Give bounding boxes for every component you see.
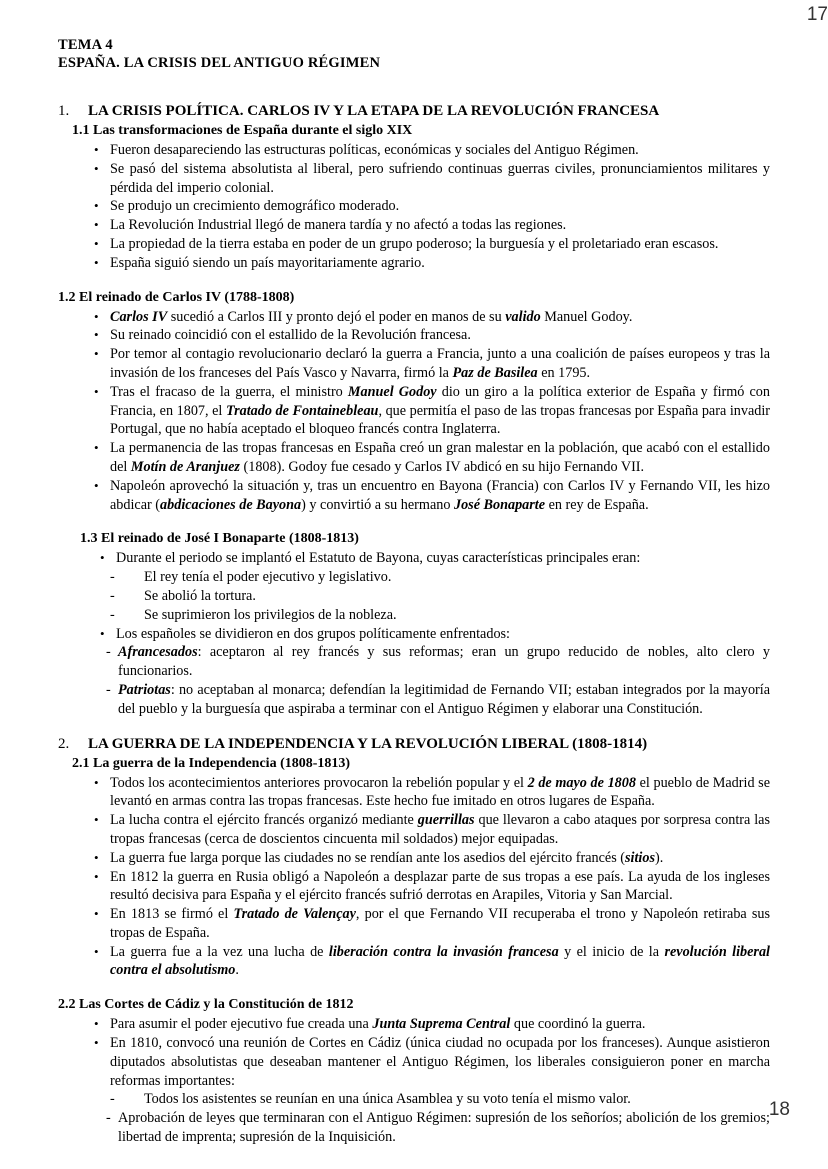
subsection-1-3-second-bullet [58,625,770,644]
list-item: • Su reinado coincidió con el estallido de la Revolución francesa. [94,326,770,345]
list-item: • La Revolución Industrial llegó de manera tardía y no afectó a todas las regiones. [94,216,770,235]
list-item: • Se produjo un crecimiento demográfico moderado. [94,197,770,216]
list-item: • La guerra fue a la vez una lucha de liberación contra la invasión francesa y el inicio de la revolución liberal contra el absolutismo. [94,943,770,981]
subsection-2-1 [58,755,770,981]
list-item: - Se abolió la tortura. [110,587,770,606]
list-item: • La lucha contra el ejército francés organizó mediante guerrillas que llevaron a cabo ataques por sorpresa contra las tropas francesas (cerca de doscientos cincuenta mil soldados) mejor equipadas. [94,811,770,849]
list-item: - Se suprimieron los privilegios de la nobleza. [110,606,770,625]
document-content [58,36,770,1163]
section-2-title: LA GUERRA DE LA INDEPENDENCIA Y LA REVOLUCIÓN LIBERAL (1808-1814) [88,735,648,752]
list-item: • En 1810, convocó una reunión de Cortes en Cádiz (única ciudad no ocupada por los franceses). Aunque asistieron diputados absolutistas que deseaban mantener el Antiguo Régimen, los liberales consiguieron poner en marcha reformas importantes: [94,1034,770,1090]
list-item: • Fueron desapareciendo las estructuras políticas, económicas y sociales del Antiguo Régimen. [94,141,770,160]
section-2-heading [58,735,770,754]
subsection-2-2-heading: 2.2 Las Cortes de Cádiz y la Constitución de 1812 [58,997,354,1013]
list-item: • Para asumir el poder ejecutivo fue creada una Junta Suprema Central que coordinó la guerra. [94,1015,770,1034]
list-item: - El rey tenía el poder ejecutivo y legislativo. [110,568,770,587]
list-item: • La propiedad de la tierra estaba en poder de un grupo poderoso; la burguesía y el proletariado eran escasos. [94,235,770,254]
list-item: • La guerra fue larga porque las ciudades no se rendían ante los asedios del ejército francés (sitios). [94,849,770,868]
list-item: • En 1813 se firmó el Tratado de Valençay, por el que Fernando VII recuperaba el trono y Napoleón retiraba sus tropas de España. [94,905,770,943]
list-item: • Todos los acontecimientos anteriores provocaron la rebelión popular y el 2 de mayo de 1808 el pueblo de Madrid se levantó en armas contra las tropas francesas. Este hecho fue imitado en otros lugares de España. [94,774,770,812]
subsection-1-3-groups [58,643,770,718]
subsection-2-2 [58,996,770,1147]
page-number-bottom: 18 [768,1099,790,1120]
subsection-1-1-bullets [58,141,770,273]
section-1-title: LA CRISIS POLÍTICA. CARLOS IV Y LA ETAPA DE LA REVOLUCIÓN FRANCESA [88,103,660,119]
list-item: • Los españoles se dividieron en dos grupos políticamente enfrentados: [100,625,770,644]
subsection-1-3-heading: 1.3 El reinado de José I Bonaparte (1808-1813) [80,531,359,547]
document-header [58,36,770,72]
list-item: - Patriotas: no aceptaban al monarca; defendían la legitimidad de Fernando VII; estaban integrados por la mayoría del pueblo y la burguesía que aspiraba a terminar con el Antiguo Régimen y elaborar una Constitución. [106,681,770,719]
list-item: • En 1812 la guerra en Rusia obligó a Napoleón a desplazar parte de sus tropas a ese país. La ayuda de los ingleses resultó decisiva para España y el ejército francés sufrió derrotas en Arapiles, Vitoria y San Marcial. [94,868,770,906]
list-item: - Todos los asistentes se reunían en una única Asamblea y su voto tenía el mismo valor. [110,1090,770,1109]
section-1-number: 1. [58,103,70,119]
list-item: • Napoleón aprovechó la situación y, tras un encuentro en Bayona (Francia) con Carlos IV y Fernando VII, les hizo abdicar (abdicaciones de Bayona) y convirtió a su hermano José Bonaparte en rey de España. [94,477,770,515]
section-2-number: 2. [58,735,70,752]
subsection-1-2 [58,289,770,515]
list-item: • España siguió siendo un país mayoritariamente agrario. [94,254,770,273]
page-number-top: 17 [806,4,828,25]
list-item: • Carlos IV sucedió a Carlos III y pronto dejó el poder en manos de su valido Manuel Godoy. [94,308,770,327]
subsection-1-2-bullets [58,308,770,515]
list-item: - Afrancesados: aceptaron al rey francés y sus reformas; eran un grupo reducido de nobles, alto clero y funcionarios. [106,643,770,681]
list-item: • Se pasó del sistema absolutista al liberal, pero sufriendo continuas guerras civiles, pronunciamientos militares y pérdida del imperio colonial. [94,160,770,198]
subsection-2-1-bullets [58,774,770,981]
list-item: • Por temor al contagio revolucionario declaró la guerra a Francia, junto a una coalición de países europeos y tras la invasión de los franceses del País Vasco y Navarra, firmó la Paz de Basilea en 1795. [94,345,770,383]
subsection-1-1 [58,122,770,273]
list-item: • Durante el periodo se implantó el Estatuto de Bayona, cuyas características principales eran: [100,549,770,568]
subsection-1-2-heading: 1.2 El reinado de Carlos IV (1788-1808) [58,289,295,305]
tema-label: TEMA 4 [58,37,113,53]
section-1-heading [58,102,770,121]
document-title: ESPAÑA. LA CRISIS DEL ANTIGUO RÉGIMEN [58,55,381,71]
subsection-2-1-heading: 2.1 La guerra de la Independencia (1808-1813) [72,755,351,771]
subsection-1-1-heading: 1.1 Las transformaciones de España durante el siglo XIX [72,123,413,138]
subsection-1-3 [58,530,770,718]
list-item: • La permanencia de las tropas francesas en España creó un gran malestar en la población, que acabó con el estallido del Motín de Aranjuez (1808). Godoy fue cesado y Carlos IV abdicó en su hijo Fernando VII. [94,439,770,477]
subsection-1-3-dashes [58,568,770,624]
list-item: • Tras el fracaso de la guerra, el ministro Manuel Godoy dio un giro a la política exterior de España y firmó con Francia, en 1807, el Tratado de Fontainebleau, que permitía el paso de las tropas francesas por España para invadir Portugal, que no había aceptado el bloqueo francés contra Inglaterra. [94,383,770,439]
subsection-1-3-intro-bullet [58,549,770,568]
list-item: - Aprobación de leyes que terminaran con el Antiguo Régimen: supresión de los señoríos; abolición de los gremios; libertad de imprenta; supresión de la Inquisición. [106,1109,770,1147]
subsection-2-2-bullets [58,1015,770,1090]
subsection-2-2-dashes [58,1090,770,1146]
